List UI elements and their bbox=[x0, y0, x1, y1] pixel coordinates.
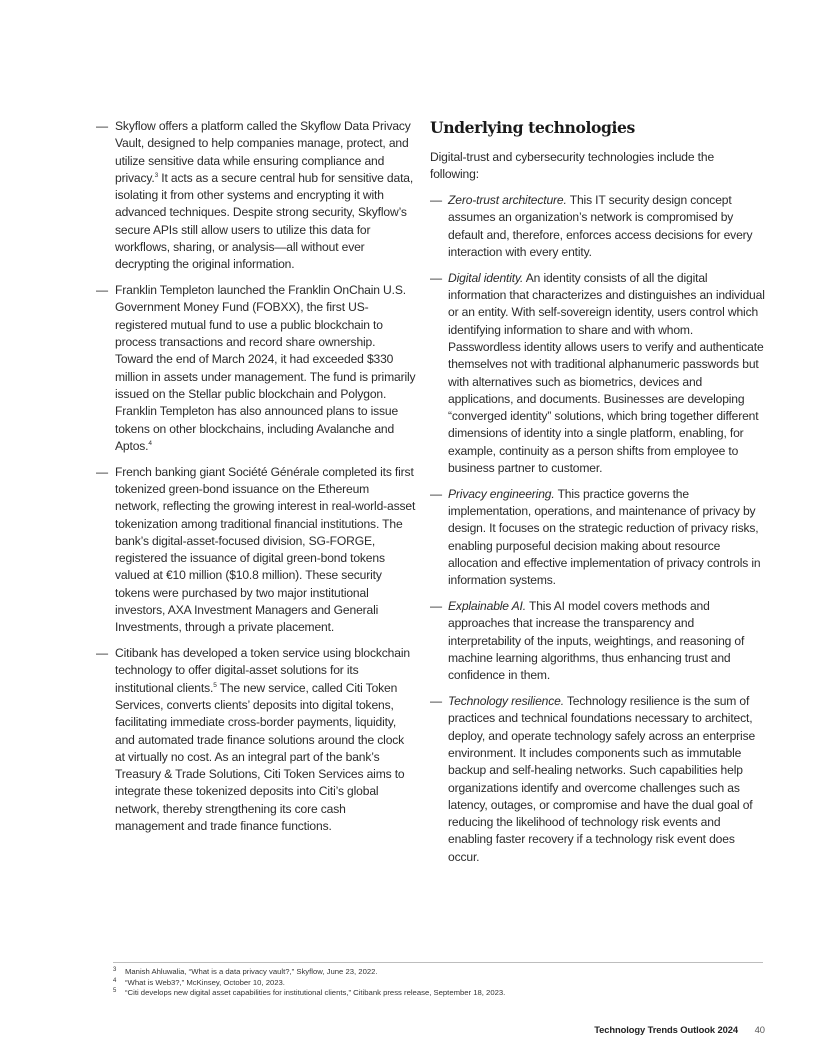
bullet-text-cont: It acts as a secure central hub for sensitive data, isolating it from other systems and encrypting it with advanced techniques. Despite strong security, Skyflow’s secure APIs still allow users to utilize this data for workflows, sharing, or analysis—all without ever decrypting the original information. bbox=[115, 170, 414, 272]
page-number: 40 bbox=[754, 1024, 765, 1035]
term-label: Technology resilience. bbox=[448, 694, 564, 709]
section-heading: Underlying technologies bbox=[430, 118, 635, 137]
bullet-text: Franklin Templeton launched the Franklin OnChain U.S. Government Money Fund (FOBXX), the first US-registered mutual fund to use a public blockchain to process transactions and record share ownership. Toward the end of March 2024, it had exceeded $330 million in assets under management. The fund is primarily issued on the Stellar public blockchain and Polygon. Franklin Templeton has also announced plans to issue tokens on other blockchains, including Avalanche and Aptos. bbox=[115, 283, 416, 453]
list-item-societe-generale bbox=[96, 464, 416, 637]
term-description: This IT security design concept assumes an organization’s network is compromised by default and, therefore, enforces access decisions for every interaction with every entity. bbox=[448, 193, 753, 259]
footnote-text: “What is Web3?,” McKinsey, October 10, 2023. bbox=[125, 977, 285, 987]
term-label: Privacy engineering. bbox=[448, 486, 555, 501]
term-label: Explainable AI. bbox=[448, 599, 526, 614]
footnote-ref[interactable]: 5 bbox=[213, 681, 217, 689]
left-column bbox=[96, 118, 416, 844]
list-item-skyflow bbox=[96, 118, 416, 274]
term-description: This practice governs the implementation, operations, and maintenance of privacy by design. It focuses on the strategic reduction of privacy risks, enabling purposeful decision making about resource allocation and effective implementation of privacy controls in information systems. bbox=[448, 486, 761, 588]
list-item-privacy-engineering bbox=[430, 486, 765, 590]
section-intro: Digital-trust and cybersecurity technologies include the following: bbox=[430, 150, 715, 182]
term-label: Zero-trust architecture. bbox=[448, 193, 567, 208]
footnote-text: Manish Ahluwalia, “What is a data privacy vault?,” Skyflow, June 23, 2022. bbox=[125, 967, 378, 976]
footnote-ref[interactable]: 4 bbox=[148, 439, 152, 447]
term-description: Technology resilience is the sum of practices and technical foundations necessary to architect, deploy, and operate technology safely across an enterprise environment. It includes components such as immutable backup and self-healing networks. Such capabilities help organizations identify and overcome challenges such as latency, outages, or compromise and have the dual goal of reducing the likelihood of technology risk events and enabling faster recovery if a technology risk event does occur. bbox=[448, 694, 756, 864]
list-item-digital-identity bbox=[430, 270, 765, 478]
em-dash-bullet: — bbox=[96, 283, 108, 298]
list-item-franklin-templeton bbox=[96, 282, 416, 455]
bullet-text-cont: The new service, called Citi Token Services, converts clients’ deposits into digital tokens, facilitating immediate cross-border payments, liquidity, and automated trade finance solutions around the clock at virtually no cost. As an integral part of the bank’s Treasury & Trade Solutions, Citi Token Services aims to integrate these tokenized deposits into Citi’s global network, thereby strengthening its core cash management and trade finance functions. bbox=[115, 680, 405, 834]
term-label: Digital identity. bbox=[448, 270, 524, 285]
bullet-text: French banking giant Société Générale completed its first tokenized green-bond issuance on the Ethereum network, reflecting the growing interest in real-world-asset tokenization among traditional financial institutions. The bank’s digital-asset-focused division, SG-FORGE, registered the issuance of digital green-bond tokens valued at €10 million ($10.8 million). These security tokens were purchased by two major institutional investors, AXA Investment Managers and Generali Investments, through a private placement. bbox=[115, 464, 416, 635]
term-description: An identity consists of all the digital information that characterizes and distinguishes an individual or an entity. With self-sovereign identity, users control which identifying information to share and with whom. Passwordless identity allows users to verify and authenticate themselves not with traditional alphanumeric passwords but with alternatives such as biometrics, devices and applications, and documents. Businesses are developing “converged identity” solutions, which bring together different dimensions of identity into a single platform, enabling, for example, continuity as a person shifts from employee to business partner to customer. bbox=[448, 270, 765, 476]
list-item-citibank bbox=[96, 645, 416, 835]
footnote-number: 3 bbox=[113, 967, 117, 973]
em-dash-bullet: — bbox=[430, 599, 442, 614]
report-title: Technology Trends Outlook 2024 bbox=[594, 1024, 738, 1035]
footnotes bbox=[113, 962, 763, 999]
footnote-3 bbox=[113, 967, 763, 978]
list-item-zero-trust bbox=[430, 192, 765, 261]
footnote-number: 4 bbox=[113, 977, 117, 984]
bullet-text: Citibank has developed a token service using blockchain technology to offer digital-asset solutions for its institutional clients. bbox=[115, 646, 410, 695]
right-column bbox=[430, 118, 765, 875]
em-dash-bullet: — bbox=[430, 694, 442, 709]
em-dash-bullet: — bbox=[96, 119, 108, 133]
list-item-technology-resilience bbox=[430, 693, 765, 866]
em-dash-bullet: — bbox=[96, 646, 108, 661]
list-item-explainable-ai bbox=[430, 598, 765, 684]
bullet-text: Skyflow offers a platform called the Skyflow Data Privacy Vault, designed to help companies manage, protect, and utilize sensitive data while ensuring compliance and privacy. bbox=[115, 119, 411, 185]
em-dash-bullet: — bbox=[430, 193, 442, 208]
em-dash-bullet: — bbox=[430, 270, 442, 285]
footnote-text: “Citi develops new digital asset capabilities for institutional clients,” Citibank press release, September 18, 2023. bbox=[125, 988, 506, 998]
term-description: This AI model covers methods and approaches that increase the transparency and interpretability of the inputs, weightings, and reasoning of machine learning algorithms, thus enhancing trust and confidence in them. bbox=[448, 599, 745, 683]
footnote-5 bbox=[113, 988, 763, 999]
page-footer bbox=[594, 1024, 765, 1036]
footnote-ref[interactable]: 3 bbox=[154, 171, 159, 179]
footnote-number: 5 bbox=[113, 988, 117, 995]
em-dash-bullet: — bbox=[96, 464, 108, 479]
footnote-4 bbox=[113, 978, 763, 989]
em-dash-bullet: — bbox=[430, 486, 442, 501]
